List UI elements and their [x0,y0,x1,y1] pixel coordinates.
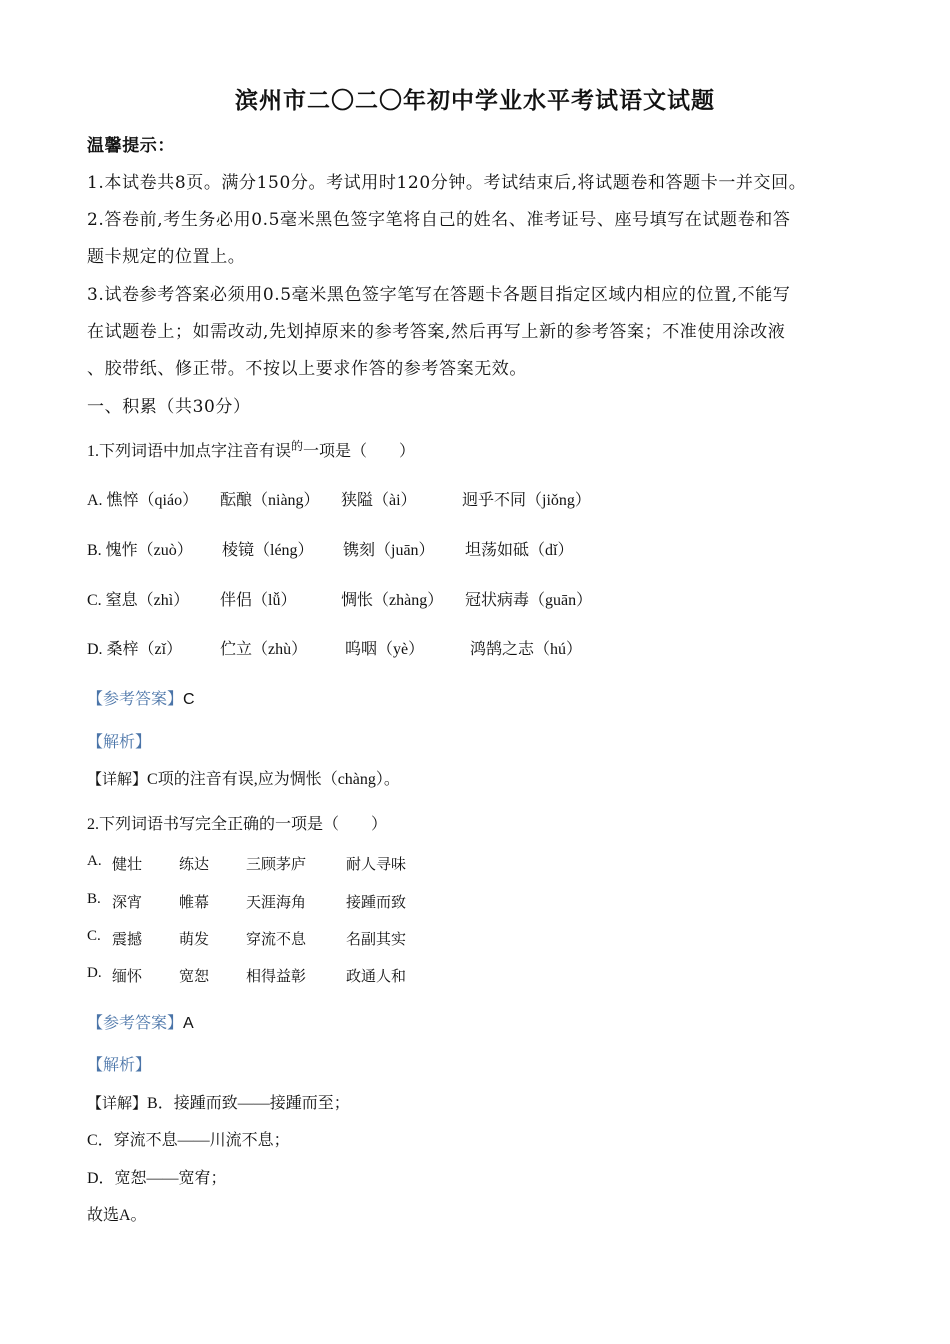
q2-answer-line [87,1010,194,1033]
q1-option-c-2: 伴侣（lǚ） [220,592,297,609]
q2-option-a-3: 三顾茅庐 [246,857,307,873]
q2-option-d-3: 相得益彰 [246,969,307,985]
q1-stem-a: 1.下列词语中加点字注音有误 [87,443,292,460]
q2-detail-2: C．穿流不息——川流不息； [87,1132,290,1149]
q2-option-b-2: 帷幕 [179,895,210,911]
q1-option-c-4: 冠状病毒（guān） [465,592,593,609]
q2-option-c-3: 穿流不息 [246,932,307,948]
notice-heading: 温馨提示： [87,136,175,156]
q2-option-b-letter: B. [87,891,101,907]
q2-option-c-4: 名副其实 [346,932,407,948]
q1-option-b-2: 棱镜（léng） [222,542,314,559]
q2-option-c-2: 萌发 [179,932,210,948]
q2-option-d-1: 缅怀 [112,969,143,985]
q2-detail-3: D．宽恕——宽宥； [87,1170,227,1187]
q2-option-a-letter: A. [87,853,102,869]
q2-option-d-2: 宽恕 [179,969,210,985]
q2-option-a-4: 耐人寻味 [346,857,407,873]
notice-line-3a: 3.试卷参考答案必须用0.5毫米黑色签字笔写在答题卡各题目指定区域内相应的位置,不能写 [87,285,791,305]
q2-conclusion: 故选A。 [87,1207,147,1224]
q2-detail-1: B．接踵而致——接踵而至； [147,1095,350,1112]
section-heading: 一、积累（共30分） [87,397,251,417]
q2-option-b-3: 天涯海角 [246,895,307,911]
q1-option-a-1: A. 憔悴（qiáo） [87,492,199,509]
q2-stem: 2.下列词语书写完全正确的一项是（ ） [87,816,388,833]
q1-option-b-1: B. 愧怍（zuò） [87,542,193,559]
q1-stem-sup: 的 [291,439,304,453]
notice-line-3c: 、胶带纸、修正带。不按以上要求作答的参考答案无效。 [87,359,527,379]
q1-option-c-3: 惆怅（zhàng） [341,592,444,609]
q2-option-c-letter: C. [87,928,101,944]
q1-answer-line [87,686,195,709]
q2-answer: A [183,1015,194,1032]
q2-detail-label: 【详解】 [87,1094,148,1112]
q2-option-d-4: 政通人和 [346,969,407,985]
q1-detail-line [87,766,400,789]
q1-answer: C [183,691,195,708]
page-title: 滨州市二〇二〇年初中学业水平考试语文试题 [235,87,715,114]
q2-option-a-1: 健壮 [112,857,143,873]
q2-option-c-1: 震撼 [112,932,143,948]
q1-option-c-1: C. 窒息（zhì） [87,592,190,609]
q1-stem-b: 一项是（ ） [303,443,416,460]
notice-line-3b: 在试题卷上；如需改动,先划掉原来的参考答案,然后再写上新的参考答案；不准使用涂改液 [87,322,786,342]
q1-option-d-1: D. 桑梓（zǐ） [87,641,183,658]
q1-option-d-4: 鸿鹄之志（hú） [470,641,583,658]
q2-option-d-letter: D. [87,965,102,981]
q1-option-d-2: 伫立（zhù） [220,641,308,658]
q2-option-b-1: 深宵 [112,895,143,911]
q1-detail: C项的注音有误,应为惆怅（chàng）。 [147,771,400,788]
q2-option-a-2: 练达 [179,857,210,873]
q2-option-b-4: 接踵而致 [346,895,407,911]
q1-option-b-4: 坦荡如砥（dǐ） [465,542,574,559]
q2-detail-line-1 [87,1090,350,1113]
notice-line-1: 1.本试卷共8页。满分150分。考试用时120分钟。考试结束后,将试题卷和答题卡一并交回。 [87,173,807,193]
q1-analysis-label: 【解析】 [87,732,152,751]
q1-stem [87,437,415,461]
q2-analysis-label: 【解析】 [87,1055,152,1074]
q1-ref-label: 【参考答案】 [87,689,184,708]
notice-line-2b: 题卡规定的位置上。 [87,247,246,267]
q1-detail-label: 【详解】 [87,770,148,788]
q1-option-a-3: 狭隘（ài） [341,492,417,509]
q1-option-b-3: 镌刻（juān） [343,542,435,559]
q1-option-d-3: 呜咽（yè） [345,641,425,658]
q1-option-a-4: 迥乎不同（jiǒng） [462,492,591,509]
q1-option-a-2: 酝酿（niàng） [220,492,320,509]
notice-line-2a: 2.答卷前,考生务必用0.5毫米黑色签字笔将自己的姓名、准考证号、座号填写在试题卷和答 [87,210,791,230]
q2-ref-label: 【参考答案】 [87,1013,184,1032]
